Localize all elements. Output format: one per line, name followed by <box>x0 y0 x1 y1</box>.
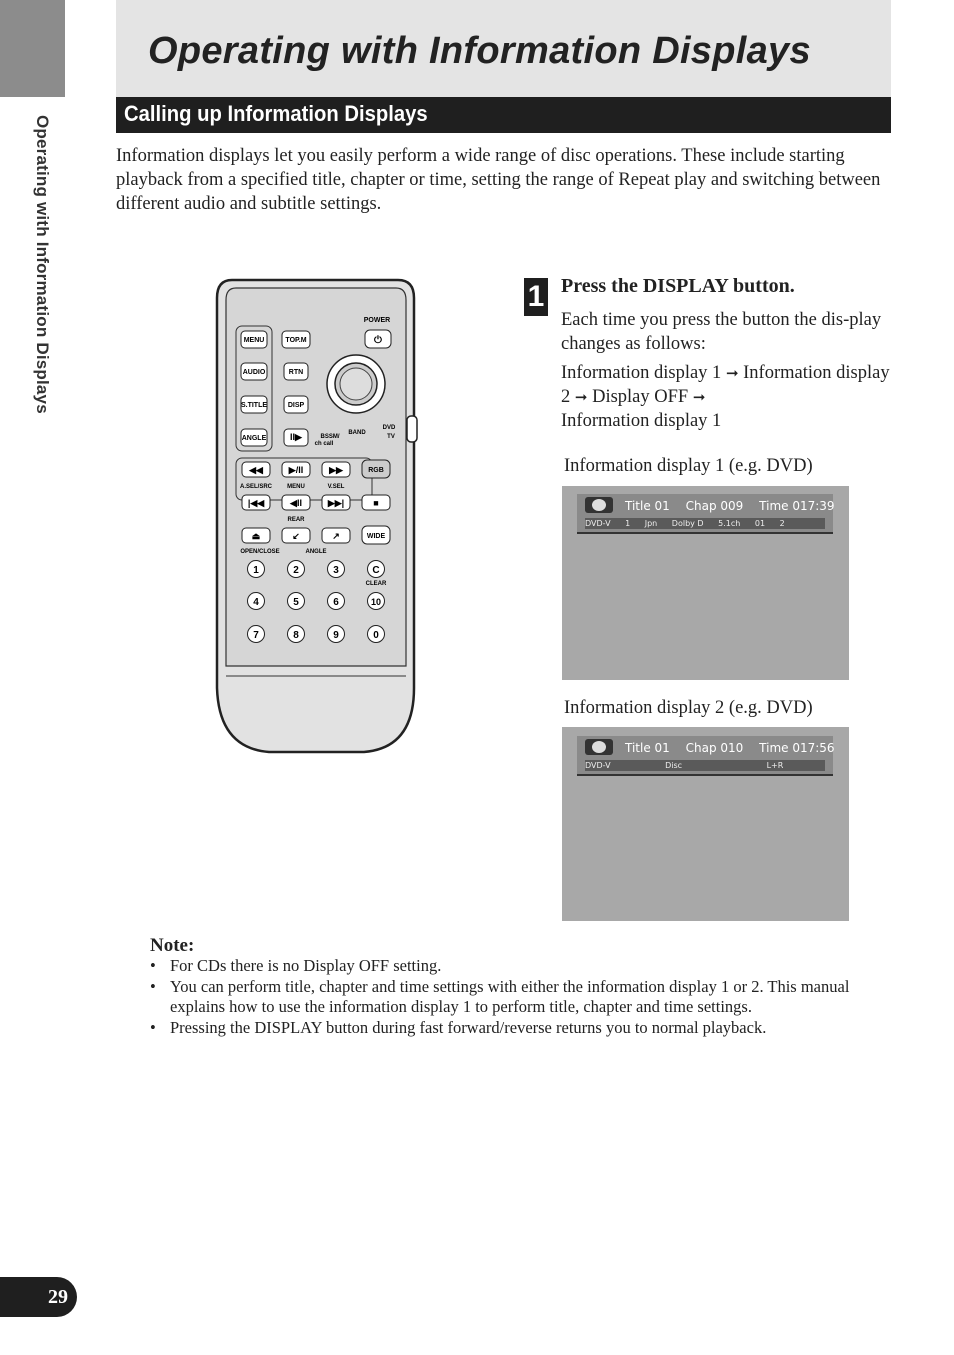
svg-text:■: ■ <box>373 498 379 508</box>
disp-key-label: DISP <box>287 402 305 409</box>
svg-text:C: C <box>372 565 380 576</box>
osd-chapter: Chap 010 <box>685 741 744 755</box>
intro-paragraph: Information displays let you easily perform a wide range of disc operations. These include starting playback from a specified title, chapter or time, setting the range of Repeat play and switching between different audio and subtitle settings. <box>116 146 881 214</box>
tv-label: TV <box>387 434 395 440</box>
seq-item-2: Information display 2 <box>561 363 890 407</box>
vsel-label: V.SEL <box>327 484 345 490</box>
stitle-key-label: S.TITLE <box>240 402 268 409</box>
display-sequence <box>561 361 891 433</box>
display2-caption: Information display 2 (e.g. DVD) <box>564 698 813 718</box>
angle-key-label: ANGLE <box>241 435 267 442</box>
osd-status-row: DVD-V 1 Jpn Dolby D 5.1ch 01 2 <box>585 518 825 529</box>
osd-chapter: Chap 009 <box>685 499 744 513</box>
arrow-right-icon: ➞ <box>725 364 739 382</box>
osd-status-row: DVD-V Disc L+R <box>585 760 825 771</box>
svg-text:⏏: ⏏ <box>251 531 261 541</box>
svg-text:▶/II: ▶/II <box>288 465 304 475</box>
step-title: Press the DISPLAY button. <box>561 275 795 297</box>
note-item: • For CDs there is no Display OFF setting. <box>150 956 890 977</box>
step-number: 1 <box>524 278 548 316</box>
svg-text:1: 1 <box>253 565 259 576</box>
menu-key-label: MENU <box>243 337 265 344</box>
arrow-right-icon: ➞ <box>692 388 706 406</box>
osd-title: Title 01 <box>625 499 670 513</box>
svg-text:↗: ↗ <box>332 531 340 541</box>
rear-label: REAR <box>287 517 305 523</box>
note-list <box>150 956 890 1038</box>
osd-title: Title 01 <box>625 741 670 755</box>
dvd-label: DVD <box>382 425 396 431</box>
remote-control-illustration <box>214 278 419 756</box>
display1-caption: Information display 1 (e.g. DVD) <box>564 456 813 476</box>
display1-screen <box>562 486 849 680</box>
svg-text:◀◀: ◀◀ <box>249 465 263 475</box>
svg-text:3: 3 <box>333 565 339 576</box>
topm-key-label: TOP.M <box>285 337 307 344</box>
page-title: Operating with Information Displays <box>148 30 811 72</box>
svg-text:◀II: ◀II <box>290 498 302 508</box>
page-number: 29 <box>0 1277 77 1317</box>
bssm-label: BSSM/ <box>320 434 340 440</box>
svg-text:↙: ↙ <box>292 531 300 541</box>
seq-item-3: Display OFF <box>592 387 689 407</box>
seq-item-1: Information display 1 <box>561 363 722 383</box>
display2-screen <box>562 727 849 921</box>
svg-text:II▶: II▶ <box>290 432 302 442</box>
menu2-label: MENU <box>287 484 305 490</box>
power-label: POWER <box>363 317 391 324</box>
seq-item-4: Information display 1 <box>561 411 722 431</box>
section-title: Calling up Information Displays <box>124 101 428 126</box>
svg-text:⏻: ⏻ <box>374 335 382 346</box>
display1-osd <box>577 494 833 534</box>
svg-text:10: 10 <box>370 597 382 607</box>
angle2-label: ANGLE <box>305 549 327 555</box>
rtn-key-label: RTN <box>288 369 304 376</box>
display2-osd <box>577 736 833 776</box>
audio-key-label: AUDIO <box>242 369 266 376</box>
note-item: • You can perform title, chapter and time settings with either the information display 1 or 2. This manual explains how to use the information display 1 to perform title, chapter and time settings. <box>150 977 890 1018</box>
svg-text:|◀◀: |◀◀ <box>247 498 265 508</box>
rgb-key-label: RGB <box>368 467 384 474</box>
step-text: Each time you press the button the dis-play changes as follows: <box>561 310 882 354</box>
wide-key-label: WIDE <box>366 533 386 540</box>
svg-text:▶▶: ▶▶ <box>329 465 343 475</box>
svg-text:0: 0 <box>373 630 379 641</box>
svg-text:▶▶|: ▶▶| <box>327 498 345 508</box>
svg-text:4: 4 <box>253 597 259 608</box>
svg-text:6: 6 <box>333 597 339 608</box>
svg-text:2: 2 <box>293 565 299 576</box>
disc-icon <box>585 739 613 755</box>
svg-text:8: 8 <box>293 630 299 641</box>
note-item: • Pressing the DISPLAY button during fast forward/reverse returns you to normal playback. <box>150 1018 890 1039</box>
asel-label: A.SEL/SRC <box>239 484 273 490</box>
osd-badge: DVD-V <box>585 761 611 770</box>
svg-text:5: 5 <box>293 597 299 608</box>
osd-time: Time 017:56 <box>759 741 835 755</box>
band-label: BAND <box>348 430 366 436</box>
note-title: Note: <box>150 935 195 956</box>
side-label: Operating with Information Displays <box>33 115 52 414</box>
svg-text:7: 7 <box>253 630 259 641</box>
osd-badge: DVD-V <box>585 519 611 528</box>
osd-time: Time 017:39 <box>759 499 835 513</box>
svg-text:9: 9 <box>333 630 339 641</box>
openclose-label: OPEN/CLOSE <box>240 549 280 555</box>
svg-text:CLEAR: CLEAR <box>365 581 387 587</box>
arrow-right-icon: ➞ <box>574 388 588 406</box>
disc-icon <box>585 497 613 513</box>
chcall-label: ch call <box>314 441 334 447</box>
side-tab <box>0 0 65 97</box>
